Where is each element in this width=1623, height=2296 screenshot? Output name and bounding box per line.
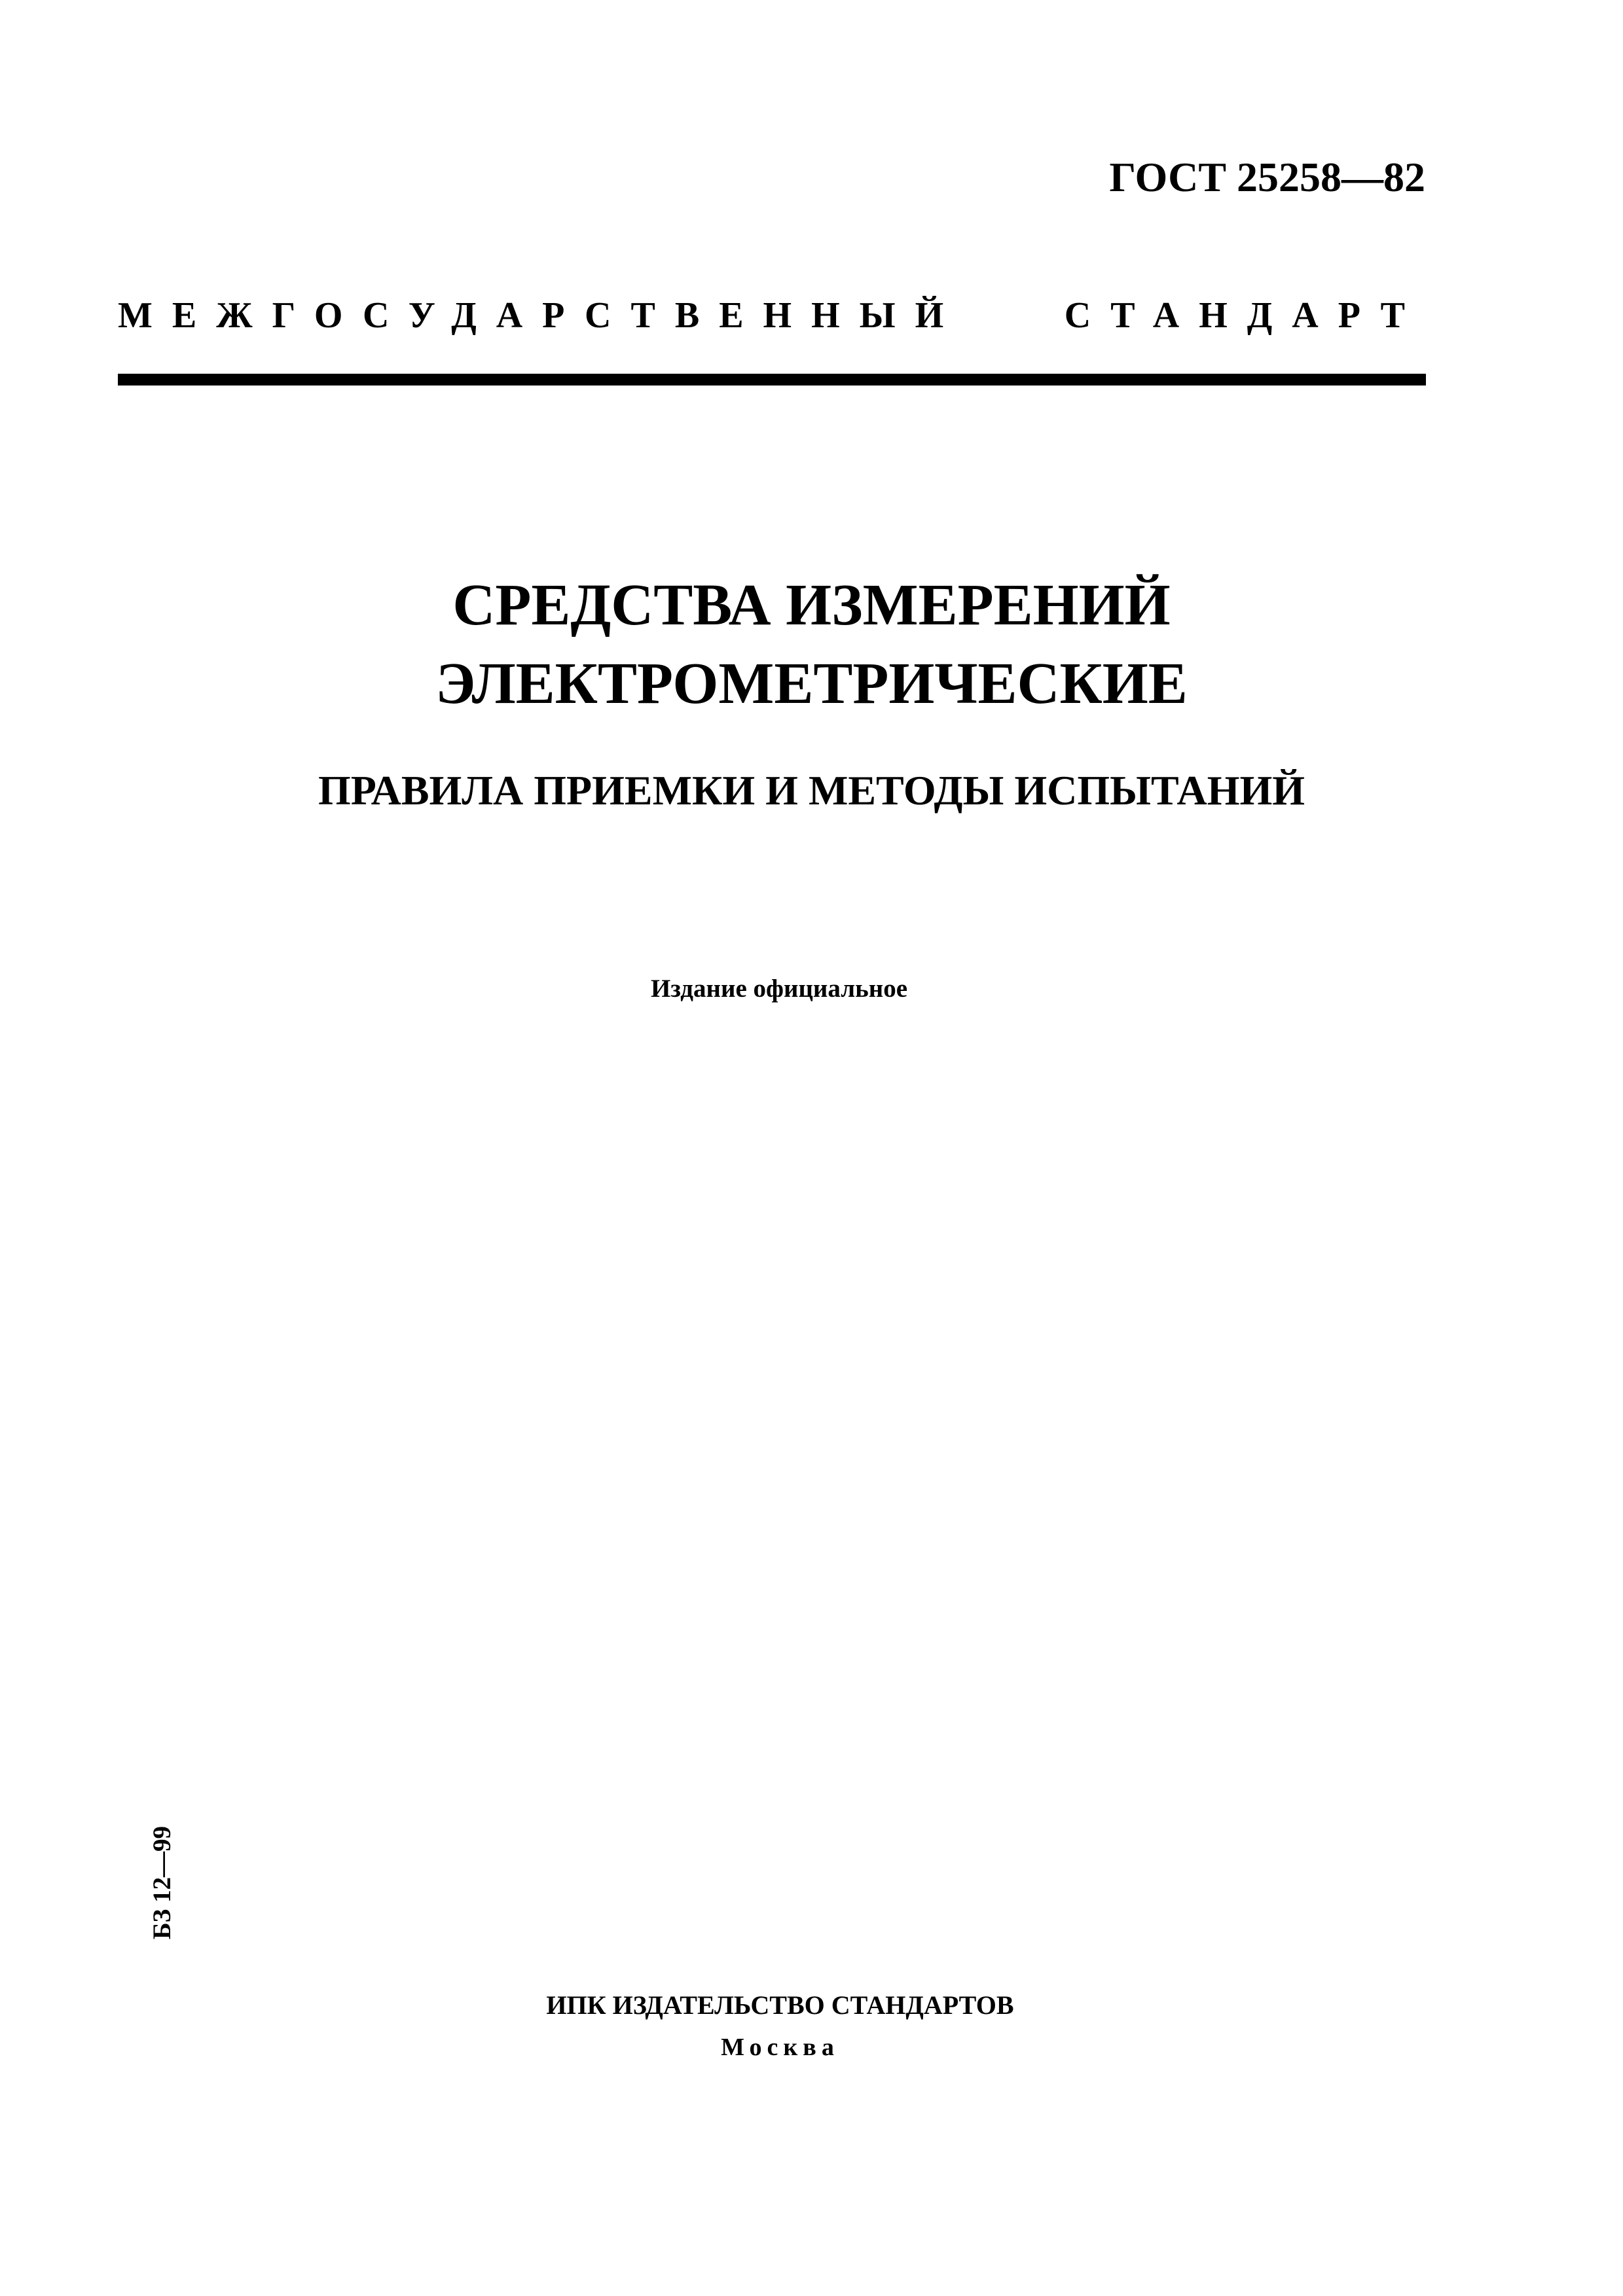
standard-number: ГОСТ 25258—82 bbox=[1109, 154, 1425, 200]
publisher-name: ИПК ИЗДАТЕЛЬСТВО СТАНДАРТОВ bbox=[546, 1990, 1014, 2020]
side-mark: БЗ 12—99 bbox=[148, 1826, 176, 1940]
standard-type-heading: МЕЖГОСУДАРСТВЕННЫЙ СТАНДАРТ bbox=[118, 295, 1425, 336]
document-title bbox=[0, 566, 1623, 723]
publisher-city: Москва bbox=[721, 2034, 839, 2061]
title-line-1: СРЕДСТВА ИЗМЕРЕНИЙ bbox=[452, 573, 1171, 637]
header-divider bbox=[118, 374, 1426, 386]
edition-note: Издание официальное bbox=[650, 975, 908, 1003]
title-line-2: ЭЛЕКТРОМЕТРИЧЕСКИЕ bbox=[435, 651, 1188, 716]
document-subtitle: ПРАВИЛА ПРИЕМКИ И МЕТОДЫ ИСПЫТАНИЙ bbox=[318, 767, 1305, 814]
